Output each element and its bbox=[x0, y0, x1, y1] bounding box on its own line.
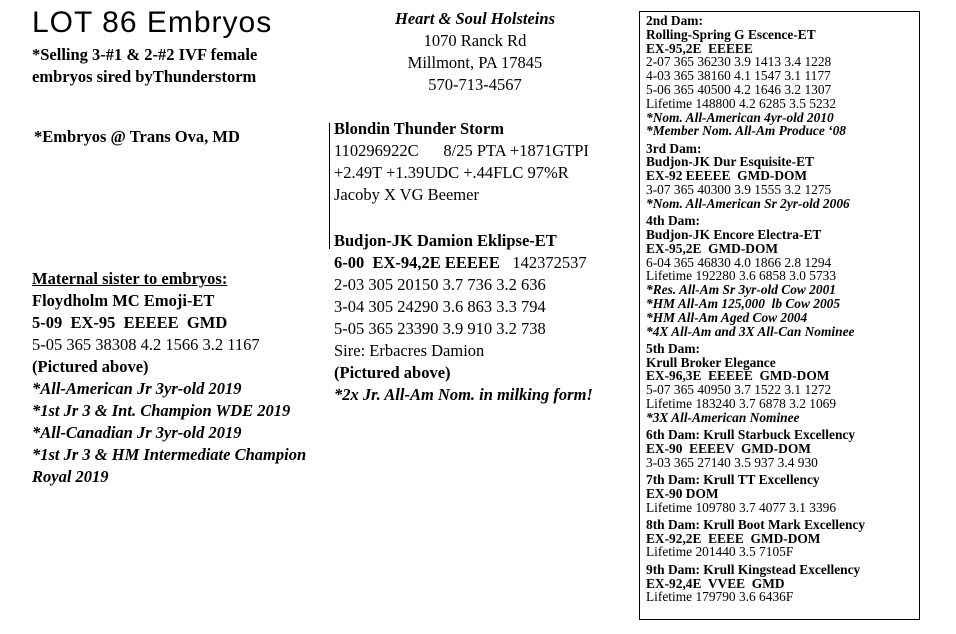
pedigree-heading-line: EX-95,2E GMD-DOM bbox=[646, 240, 779, 256]
farm-name: Heart & Soul Holsteins bbox=[395, 9, 555, 28]
pedigree-note-line: *Nom. All-American 4yr-old 2010 bbox=[646, 109, 834, 125]
dam-block bbox=[334, 230, 593, 406]
pedigree-dam-section bbox=[646, 342, 918, 425]
pedigree-heading-line: EX-95,2E EEEEE bbox=[646, 40, 753, 56]
pedigree-record-line: 3-07 365 40300 3.9 1555 3.2 1275 bbox=[646, 182, 832, 198]
sire-divider bbox=[329, 123, 330, 249]
sister-name: Floydholm MC Emoji-ET bbox=[32, 291, 215, 310]
pedigree-dam-section bbox=[646, 428, 918, 469]
sister-block bbox=[32, 268, 306, 488]
pedigree-heading-line: 3rd Dam: bbox=[646, 140, 702, 156]
sister-award: Royal 2019 bbox=[32, 467, 109, 486]
pedigree-heading-line: EX-90 DOM bbox=[646, 485, 719, 501]
selling-line: embryos sired byThunderstorm bbox=[32, 67, 257, 86]
farm-phone: 570-713-4567 bbox=[428, 75, 522, 94]
pedigree-heading-line: EX-90 EEEEV GMD-DOM bbox=[646, 440, 811, 456]
sister-heading: Maternal sister to embryos: bbox=[32, 269, 228, 288]
pedigree-note-line: *HM All-Am 125,000 lb Cow 2005 bbox=[646, 295, 841, 311]
pedigree-record-line: 5-06 365 40500 4.2 1646 3.2 1307 bbox=[646, 81, 832, 97]
pedigree-dam-section bbox=[646, 142, 918, 211]
pedigree-heading-line: EX-96,3E EEEEE GMD-DOM bbox=[646, 368, 830, 384]
pedigree-record-line: Lifetime 183240 3.7 6878 3.2 1069 bbox=[646, 396, 837, 412]
pedigree-record-line: Lifetime 179790 3.6 6436F bbox=[646, 589, 794, 605]
sister-award: *1st Jr 3 & HM Intermediate Champion bbox=[32, 445, 307, 464]
pedigree-record-line: 4-03 365 38160 4.1 1547 3.1 1177 bbox=[646, 68, 831, 84]
sister-record: 5-05 365 38308 4.2 1566 3.2 1167 bbox=[32, 335, 260, 354]
farm-address: 1070 Ranck Rd bbox=[423, 31, 527, 50]
sire-info-line: 110296922C 8/25 PTA +1871GTPI bbox=[334, 141, 589, 160]
sire-info-line: Jacoby X VG Beemer bbox=[334, 185, 479, 204]
pedigree-record-line: 5-07 365 40950 3.7 1522 3.1 1272 bbox=[646, 382, 832, 398]
pedigree-heading-line: 9th Dam: Krull Kingstead Excellency bbox=[646, 561, 861, 577]
pedigree-dam-section bbox=[646, 473, 918, 514]
pedigree-heading-line: Budjon-JK Dur Esquisite-ET bbox=[646, 154, 814, 170]
pedigree-heading-line: EX-92 EEEEE GMD-DOM bbox=[646, 168, 808, 184]
sire-info-line: +2.49T +1.39UDC +.44FLC 97%R bbox=[334, 163, 569, 182]
pedigree-heading-line: 6th Dam: Krull Starbuck Excellency bbox=[646, 427, 856, 443]
pedigree-dam-section bbox=[646, 14, 918, 138]
dam-record: 5-05 365 23390 3.9 910 3.2 738 bbox=[334, 319, 546, 338]
pedigree-dam-section bbox=[646, 563, 918, 604]
pedigree-note-line: *HM All-Am Aged Cow 2004 bbox=[646, 309, 808, 325]
pedigree-heading-line: Budjon-JK Encore Electra-ET bbox=[646, 226, 822, 242]
pedigree-heading-line: EX-92,2E EEEE GMD-DOM bbox=[646, 530, 821, 546]
pedigree-heading-line: 7th Dam: Krull TT Excellency bbox=[646, 472, 820, 487]
pedigree-list bbox=[646, 14, 918, 608]
pedigree-note-line: *Member Nom. All-Am Produce ‘08 bbox=[646, 123, 846, 139]
pedigree-dam-section bbox=[646, 518, 918, 559]
sire-block bbox=[334, 118, 589, 206]
pedigree-record-line: Lifetime 109780 3.7 4077 3.1 3396 bbox=[646, 499, 837, 515]
pedigree-record-line: Lifetime 201440 3.5 7105F bbox=[646, 544, 794, 560]
dam-sire: Sire: Erbacres Damion bbox=[334, 341, 485, 360]
pedigree-note-line: *Res. All-Am Sr 3yr-old Cow 2001 bbox=[646, 282, 836, 298]
dam-note: *2x Jr. All-Am Nom. in milking form! bbox=[334, 385, 593, 404]
sire-name: Blondin Thunder Storm bbox=[334, 119, 504, 138]
pedigree-record-line: Lifetime 148800 4.2 6285 3.5 5232 bbox=[646, 95, 837, 111]
sister-award: *All-Canadian Jr 3yr-old 2019 bbox=[32, 423, 242, 442]
pedigree-heading-line: 2nd Dam: bbox=[646, 13, 703, 28]
pedigree-dam-section bbox=[646, 214, 918, 338]
pedigree-heading-line: Rolling-Spring G Escence-ET bbox=[646, 26, 816, 42]
dam-registration: 142372537 bbox=[512, 253, 587, 272]
pedigree-note-line: *4X All-Am and 3X All-Can Nominee bbox=[646, 323, 855, 339]
pedigree-record-line: 2-07 365 36230 3.9 1413 3.4 1228 bbox=[646, 54, 832, 70]
selling-description bbox=[32, 44, 257, 88]
dam-score-line bbox=[334, 252, 593, 274]
pedigree-record-line: Lifetime 192280 3.6 6858 3.0 5733 bbox=[646, 268, 837, 284]
dam-record: 3-04 305 24290 3.6 863 3.3 794 bbox=[334, 297, 546, 316]
sister-award: *All-American Jr 3yr-old 2019 bbox=[32, 379, 242, 398]
sister-pictured: (Pictured above) bbox=[32, 357, 149, 376]
sister-score: 5-09 EX-95 EEEEE GMD bbox=[32, 313, 228, 332]
dam-score: 6-00 EX-94,2E EEEEE bbox=[334, 253, 500, 272]
farm-city: Millmont, PA 17845 bbox=[407, 53, 543, 72]
pedigree-record-line: 6-04 365 46830 4.0 1866 2.8 1294 bbox=[646, 254, 832, 270]
sister-award: *1st Jr 3 & Int. Champion WDE 2019 bbox=[32, 401, 291, 420]
pedigree-heading-line: Krull Broker Elegance bbox=[646, 354, 776, 370]
dam-pictured: (Pictured above) bbox=[334, 363, 451, 382]
pedigree-note-line: *3X All-American Nominee bbox=[646, 409, 800, 425]
lot-title: LOT 86 Embryos bbox=[32, 6, 273, 39]
farm-contact bbox=[360, 8, 590, 96]
pedigree-heading-line: 4th Dam: bbox=[646, 213, 700, 229]
pedigree-heading-line: 8th Dam: Krull Boot Mark Excellency bbox=[646, 516, 866, 532]
selling-line: *Selling 3-#1 & 2-#2 IVF female bbox=[32, 45, 258, 64]
pedigree-heading-line: EX-92,4E VVEE GMD bbox=[646, 575, 785, 591]
embryo-location-note: *Embryos @ Trans Ova, MD bbox=[34, 127, 240, 146]
pedigree-note-line: *Nom. All-American Sr 2yr-old 2006 bbox=[646, 195, 850, 211]
dam-name: Budjon-JK Damion Eklipse-ET bbox=[334, 231, 557, 250]
pedigree-record-line: 3-03 365 27140 3.5 937 3.4 930 bbox=[646, 454, 818, 470]
dam-record: 2-03 305 20150 3.7 736 3.2 636 bbox=[334, 275, 546, 294]
pedigree-heading-line: 5th Dam: bbox=[646, 340, 700, 356]
